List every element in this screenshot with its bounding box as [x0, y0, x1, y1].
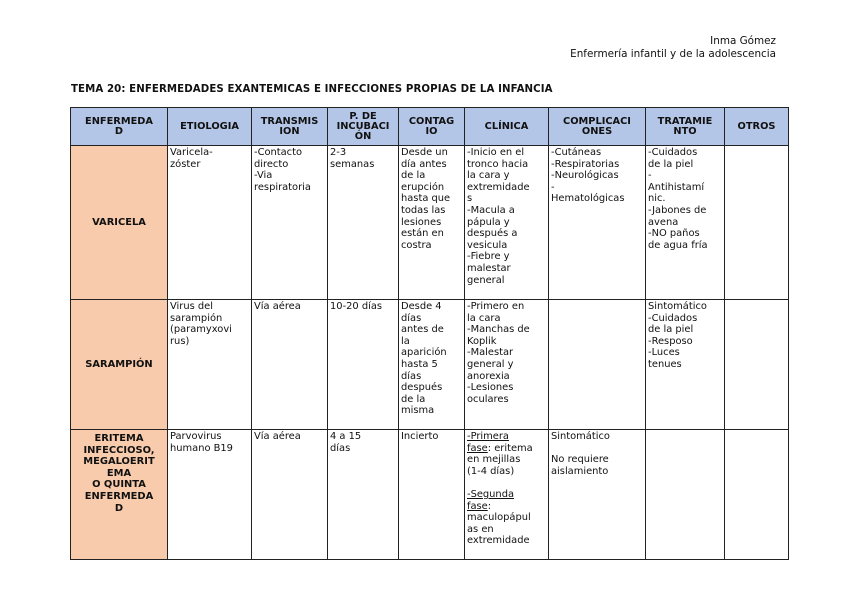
author-name: Inma Gómez — [710, 35, 776, 47]
header-etiologia: ETIOLOGIA — [168, 108, 252, 146]
cell-clinica — [465, 430, 549, 560]
cell-incubacion: 10-20 días — [328, 300, 399, 430]
cell-otros — [725, 300, 789, 430]
disease-name: ERITEMA INFECCIOSO, MEGALOERIT EMA O QUINTA ENFERMEDA D — [71, 430, 168, 560]
cell-incubacion: 2-3 semanas — [328, 146, 399, 300]
table-row — [71, 300, 789, 430]
cell-incubacion: 4 a 15 días — [328, 430, 399, 560]
document-header — [570, 35, 776, 61]
cell-tratamiento: -Cuidados de la piel - Antihistamí nic. -Jabones de avena -NO paños de agua fría — [646, 146, 725, 300]
cell-tratamiento: Sintomático -Cuidados de la piel -Resposo -Luces tenues — [646, 300, 725, 430]
cell-clinica: -Inicio en el tronco hacia la cara y extremidade s -Macula a pápula y después a vesicula -Fiebre y malestar general — [465, 146, 549, 300]
table-row — [71, 430, 789, 560]
cell-transmision: Vía aérea — [252, 300, 328, 430]
clinica-phase2-text: : maculopápul as en extremidade — [467, 500, 531, 547]
header-enfermedad: ENFERMEDA D — [71, 108, 168, 146]
diseases-table — [70, 107, 789, 560]
clinica-phase1-label: -Primera fase — [467, 431, 509, 454]
cell-etiologia: Virus del sarampión (paramyxovi rus) — [168, 300, 252, 430]
cell-transmision: Vía aérea — [252, 430, 328, 560]
course-name: Enfermería infantil y de la adolescencia — [570, 48, 776, 60]
cell-clinica: -Primero en la cara -Manchas de Koplik -Malestar general y anorexia -Lesiones oculares — [465, 300, 549, 430]
cell-complicaciones: -Cutáneas -Respiratorias -Neurológicas - Hematológicas — [549, 146, 646, 300]
cell-complicaciones: Sintomático No requiere aislamiento — [549, 430, 646, 560]
cell-tratamiento — [646, 430, 725, 560]
page-title: TEMA 20: ENFERMEDADES EXANTEMICAS E INFECCIONES PROPIAS DE LA INFANCIA — [71, 84, 553, 95]
header-incubacion: P. DE INCUBACI ÓN — [328, 108, 399, 146]
table-row — [71, 146, 789, 300]
clinica-phase1-text: : eritema en mejillas (1-4 días) — [467, 442, 533, 477]
cell-etiologia: Varicela- zóster — [168, 146, 252, 300]
cell-contagio: Desde un día antes de la erupción hasta que todas las lesiones están en costra — [399, 146, 465, 300]
header-complicaciones: COMPLICACI ONES — [549, 108, 646, 146]
cell-otros — [725, 146, 789, 300]
header-otros: OTROS — [725, 108, 789, 146]
clinica-phase2-label: -Segunda fase — [467, 488, 515, 512]
table-header-row — [71, 108, 789, 146]
header-clinica: CLÍNICA — [465, 108, 549, 146]
cell-transmision: -Contacto directo -Via respiratoria — [252, 146, 328, 300]
header-tratamiento: TRATAMIE NTO — [646, 108, 725, 146]
disease-name: VARICELA — [71, 146, 168, 300]
cell-contagio: Desde 4 días antes de la aparición hasta 5 días después de la misma — [399, 300, 465, 430]
disease-name: SARAMPIÓN — [71, 300, 168, 430]
cell-etiologia: Parvovirus humano B19 — [168, 430, 252, 560]
cell-otros — [725, 430, 789, 560]
header-transmision: TRANSMIS ION — [252, 108, 328, 146]
cell-complicaciones — [549, 300, 646, 430]
cell-contagio: Incierto — [399, 430, 465, 560]
header-contagio: CONTAG IO — [399, 108, 465, 146]
